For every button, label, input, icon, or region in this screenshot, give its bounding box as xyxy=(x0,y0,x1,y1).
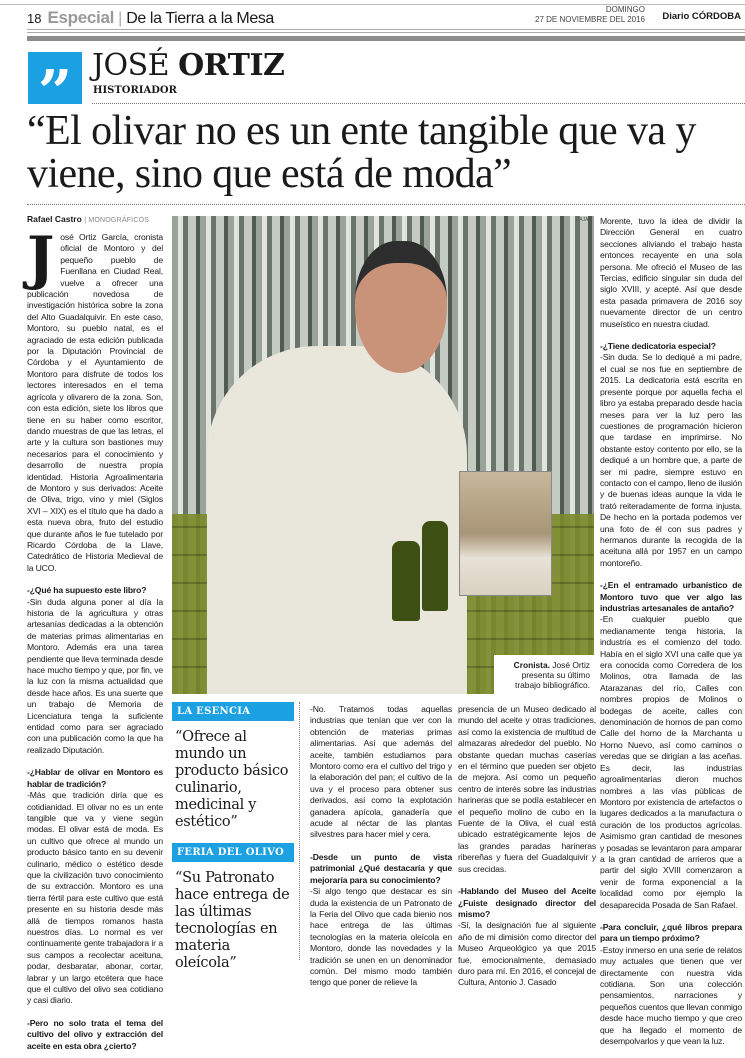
interview-question: -¿Hablar de olivar en Montoro es hablar de tradición? xyxy=(27,767,163,789)
quote-icon: ” xyxy=(28,52,82,104)
sidebar-tag: LA ESENCIA xyxy=(172,702,294,721)
article-column-1 xyxy=(27,224,163,1052)
author: Rafael Castro xyxy=(27,214,82,224)
byline-section: MONOGRÁFICOS xyxy=(88,217,150,224)
interview-question: -¿Qué ha supuesto este libro? xyxy=(27,585,147,596)
photo-credit: CAJAR xyxy=(575,217,592,223)
date: 27 DE NOVIEMBRE DEL 2016 xyxy=(535,15,645,24)
issue-date xyxy=(535,5,645,25)
pull-quote: “Ofrece al mundo un producto básico culinario, medicinal y estético” xyxy=(175,729,289,830)
byline: Rafael Castro | MONOGRÁFICOS xyxy=(27,214,150,224)
double-rule xyxy=(27,29,745,33)
photo-oil-bottle xyxy=(422,521,448,611)
interviewee-role: HISTORIADOR xyxy=(93,85,177,96)
caption-text: José Ortiz presenta su último trabajo bibliográfico. xyxy=(515,660,590,690)
page-header xyxy=(27,8,274,28)
photo-caption xyxy=(494,655,594,694)
photo-person-jacket xyxy=(207,346,467,694)
photo-book xyxy=(459,471,552,596)
dotted-divider xyxy=(27,204,745,205)
paragraph: -Si algo tengo que destacar es sin duda la existencia de un Patronato de la Feria del Olivo que cada bienio nos hace entrega de las últimas tecnologías en la materia oleícola en Montoro, donde las novedades y la tradición se unen en un denominador común. Del mismo modo también tengo que poner de relieve la xyxy=(310,886,452,988)
interview-question: -Pero no solo trata el tema del cultivo del olivo y extracción del aceite en esta obra ¿cierto? xyxy=(27,1017,163,1051)
newspaper-name: Diario CÓRDOBA xyxy=(662,11,741,22)
section-name: Especial xyxy=(47,8,115,27)
article-column-4 xyxy=(600,216,742,1058)
sidebar-tag: FERIA DEL OLIVO xyxy=(172,843,294,862)
paragraph: -Sí, la designación fue al siguiente año de mi dimisión como director del Museo Arqueológico ya que 2015 fue, emocionalmente, demasiado duro para mí. En 2016, el concejal de Cultura, Antonio J. Casado xyxy=(458,920,596,988)
pull-quote-sidebar xyxy=(172,702,300,971)
paragraph: -Más que tradición diría que es cotidianidad. El olivar no es un ente tangible que va y viene según modas. El olivar está de moda. Es un cultivo que ofrece al mundo un producto básico tanto en su devenir culinario, médico o estético desde que la civilización tuvo conocimiento de su extracción. Montoro es una tierra fértil para este cultivo que está presente en su historia desde más allá de tiempos romanos hasta nuestros días. Lo normal es ver continuamente gente trabajadora ir a sus campos a recolectar aceituna, podar, desbaratar, abonar, cortar, labrar y un largo etcétera que hace que el cultivo del olivo sea cotidiano y casi diario. xyxy=(27,790,163,1006)
paragraph: -Sin duda. Se lo dediqué a mi padre, el cual se nos fue en septiembre de 2015. La dedicatoria está escrita en presente porque por aquella fecha el libro ya estaba preparado desde hacía meses para ver la luz pero las cuestiones de programación hicieron que tardase en imprimirse. No obstante estoy contento por ello, se la dediqué a un hombre que, a parte de ser mi padre, siempre estuvo en contacto con el campo, lleno de ilusión y de buenas ideas aunque la vida le trató reiteradamente de forma injusta. De hecho en la portada podemos ver una foto de él con sus padres y hermanos durante la recogida de la aceituna allá por 1957 en un campo montoreño. xyxy=(600,352,742,568)
paragraph-text: osé Ortiz García, cronista oficial de Montoro y del pequeño pueblo de Fuenllana en Ciudad Real, vuelve a ofrecer una publicación novedosa de investigación histórica sobre la zona del Alto Guadalquivir. En este caso, Montoro, su pueblo natal, es el agraciado de esta edición publicada por la Diputación Provincial de Córdoba y el Ayuntamiento de Montoro para disfrute de todos los lectores interesados en el tema agrícola y olivarero de la zona. Son, con esta edición, siete los libros que tiene en su haber como escritor, dando muestras de que las letras, el arte y la cultura son bastiones muy necesarios para el conocimiento y desarrollo de nuestra propia identidad. Historia Agroalimentaria de Montoro y sus derivados: Aceite de Oliva, trigo, vino y miel (Siglos XVI – XIX) es el título que ha dado a esta nueva obra, fruto del estudio que durante años le fue tutelado por Ricardo Córdoba de la Llave, Catedrático de Historia Medieval de la UCO. xyxy=(27,232,163,573)
paragraph xyxy=(27,224,163,574)
paragraph: -Estoy inmerso en una serie de relatos muy actuales que tienen que ver directamente con nuestra vida cotidiana. Son una colección pensamientos, narraciones y pequeños cuentos que llevan conmigo desde hace mucho tiempo y que creo que ha llegado el momento de desempolvarlos y que vean la luz. xyxy=(600,944,742,1047)
interview-question: -¿En el entramado urbanístico de Montoro tuvo que ver algo las industrias artesanales de antaño? xyxy=(600,580,742,613)
paragraph: presencia de un Museo dedicado al mundo del aceite y otras tradiciones, así como la existencia de multitud de almazaras alrededor del pueblo. No obstante quedan muchas caserías en el término que pueden ser objeto de mejora. Así como un pequeño centro de interés sobre las industrias harineras que se podía establecer en el pequeño molino de cubo en la Fuente de la Oliva, el cual está ubicado estratégicamente lejos de las grandes paradas harineras ribereñas y fuera del Guadalquivir y sus crecidas. xyxy=(458,704,596,874)
gray-bar xyxy=(27,36,745,41)
caption-lead: Cronista. xyxy=(513,660,550,670)
photo-person-head xyxy=(355,241,447,373)
dotted-divider xyxy=(92,103,745,104)
article-column-3 xyxy=(458,704,596,1000)
last-name: ORTIZ xyxy=(178,48,285,83)
separator: | xyxy=(118,10,123,27)
interview-question: -¿Tiene dedicatoria especial? xyxy=(600,341,716,352)
interviewee-name xyxy=(92,48,284,83)
article-column-2 xyxy=(310,704,452,1000)
supplement-name: De la Tierra a la Mesa xyxy=(126,10,274,27)
paragraph: -No. Tratamos todas aquellas industrias que tenían que ver con la obtención de materias primas alimentarias. Así que además del aceite, también estudiamos para Montoro como era el cultivo del trigo y la elaboración del pan; el cultivo de la uva y el proceso para obtener sus derivados, así como la explotación ganadera apícola, ganadería que acude al néctar de las plantas silvestres para hacer miel y cera. xyxy=(310,704,452,840)
paragraph: -En cualquier pueblo que medianamente tenga historia, la industria es el comienzo del todo. Había en el siglo XVI una calle que ya era conocida como Corredera de los Molinos, otra llamada de las Atarazanas del río, Calles con nombres propios de Molinos o bodegas de aceite, calles con denominación de hornos de pan como Calle del horno de la Marchanta u Horno Nuevo, así como caminos o veredas que se dirigían a las aceñas. Es decir, las industrias agroalimentarias dieron muchos nombres a las vías públicas de Montoro por existencia de artefactos o lugares dedicados a la manufactura o curación de los productos agrícolas. Asimismo gran cantidad de mesones y posadas se levantaron para amparar a la gran cantidad de arrieros que a partir del siglo XVIII comenzaron a venir de forma exponencial a la localidad como por ejemplo la desaparecida Posada de San Rafael. xyxy=(600,614,742,910)
paragraph: Morente, tuvo la idea de dividir la Dirección General en cuatro secciones aliviando el trabajo hasta entonces recayente en una sola persona. Me ofreció el Museo de las Tercias, edificio singular sin duda del siglo XVIII, y acepté. Así que desde esta pasada primavera de 2016 soy nuevamente director de un centro museístico en nuestra ciudad. xyxy=(600,216,742,329)
drop-cap: J xyxy=(27,224,55,292)
photo-jose-ortiz xyxy=(172,216,594,694)
pull-quote: “Su Patronato hace entrega de las últimas tecnologías en materia oleícola” xyxy=(175,870,290,971)
interview-question: -Hablando del Museo del Aceite ¿Fuiste designado director del mismo? xyxy=(458,886,596,919)
interview-question: -Para concluir, ¿qué libros prepara para un tiempo próximo? xyxy=(600,921,742,944)
photo-oil-bottle xyxy=(392,541,420,621)
first-name: JOSÉ xyxy=(92,48,170,83)
interview-question: -Desde un punto de vista patrimonial ¿Qué destacaría y que mejoraría para su conocimiento? xyxy=(310,851,452,885)
headline: “El olivar no es un ente tangible que va y viene, sino que está de moda” xyxy=(27,108,696,197)
paragraph: -Sin duda alguna poner al día la historia de la agricultura y otras artesanías dedicadas a la obtención de materias primas alimentarias en Montoro. Además era una tarea pendiente que lleva terminada desde hace mucho tiempo y que, por fin, ve la luz con la misma actualidad que desde hace años. Es una suerte que un trabajo de Memoria de Licenciatura tenga la suficiente entidad como para ser agraciado con una publicación como la que ha realizado Diputación. xyxy=(27,596,163,755)
page-number: 18 xyxy=(27,11,42,26)
weekday: DOMINGO xyxy=(605,5,645,14)
